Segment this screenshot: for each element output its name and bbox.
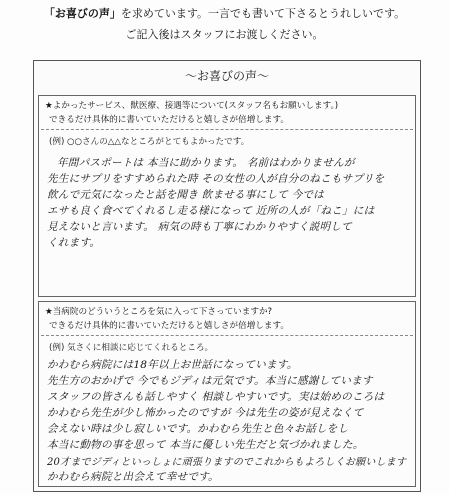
handwritten-line: 年間パスポートは 本当に助かります。 名前はわかりませんが	[57, 157, 355, 169]
handwritten-line: 見えないと言います。 病気の時も丁寧にわかりやすく説明して	[47, 221, 352, 233]
section2-question: ★当病院のどういうところを気に入って下さっていますか?	[45, 307, 273, 317]
handwritten-line: 先生方のおかげで 今でもジディは元気です。本当に感謝しています	[47, 375, 373, 387]
intro-request-bracketed: 「お喜びの声」	[43, 7, 121, 20]
handwritten-line: くれます。	[47, 237, 101, 249]
handwritten-line: スタッフの皆さんも話しやすく 相談しやすいです。実は始めのころは	[47, 391, 385, 403]
handwritten-line: かわむら病院と出会えて幸せです。	[47, 471, 219, 483]
intro-handover-line: ご記入後はスタッフにお渡しください。	[125, 28, 324, 41]
section1-question: ★よかったサービス、獣医療、接遇等について(スタッフ名もお願いします。)	[45, 101, 339, 111]
section1-example: (例) ○○さんの△△なところがとてもよかったです。	[49, 137, 250, 147]
handwritten-line: 飲んで元気になったと話を聞き 飲ませる事にして 今では	[47, 189, 324, 201]
intro-request-rest: を求めています。一言でも書いて下さるとうれしいです。	[120, 7, 406, 20]
section2-divider	[41, 335, 413, 336]
handwritten-line: 先生にサプリをすすめられた時 その女性の人が自分のねこもサプリを	[47, 173, 385, 185]
section2-note: できるだけ具体的に書いていただけると嬉しさが倍増します。	[49, 321, 289, 331]
handwritten-line: 20才までジディといっしょに頑張りますのでこれからもよろしくお願いします	[47, 457, 407, 468]
handwritten-line: かわむら病院には18年以上お世話になっています。	[47, 359, 298, 371]
handwritten-line: エサも良く食べてくれるし走る様になって 近所の人が「ねこ」には	[47, 205, 375, 217]
section-good-service[interactable]	[38, 95, 416, 297]
section1-divider	[41, 129, 413, 130]
section2-example: (例) 気さくに相談に応じてくれるところ。	[49, 343, 214, 353]
handwritten-line: かわむら先生が少し怖かったのですが 今は先生の姿が見えなくて	[47, 407, 364, 419]
form-frame	[33, 60, 421, 492]
section-liked-points[interactable]	[38, 301, 416, 487]
intro-request-line	[0, 7, 449, 21]
form-title: 〜お喜びの声〜	[184, 69, 269, 83]
handwritten-line: 会えない時は少し寂しいです。かわむら先生と色々お話しをし	[47, 423, 349, 435]
section1-note: できるだけ具体的に書いていただけると嬉しさが倍増します。	[49, 115, 289, 125]
handwritten-line: 本当に動物の事を思って 本当に優しい先生だと気づかれました。	[47, 439, 364, 451]
